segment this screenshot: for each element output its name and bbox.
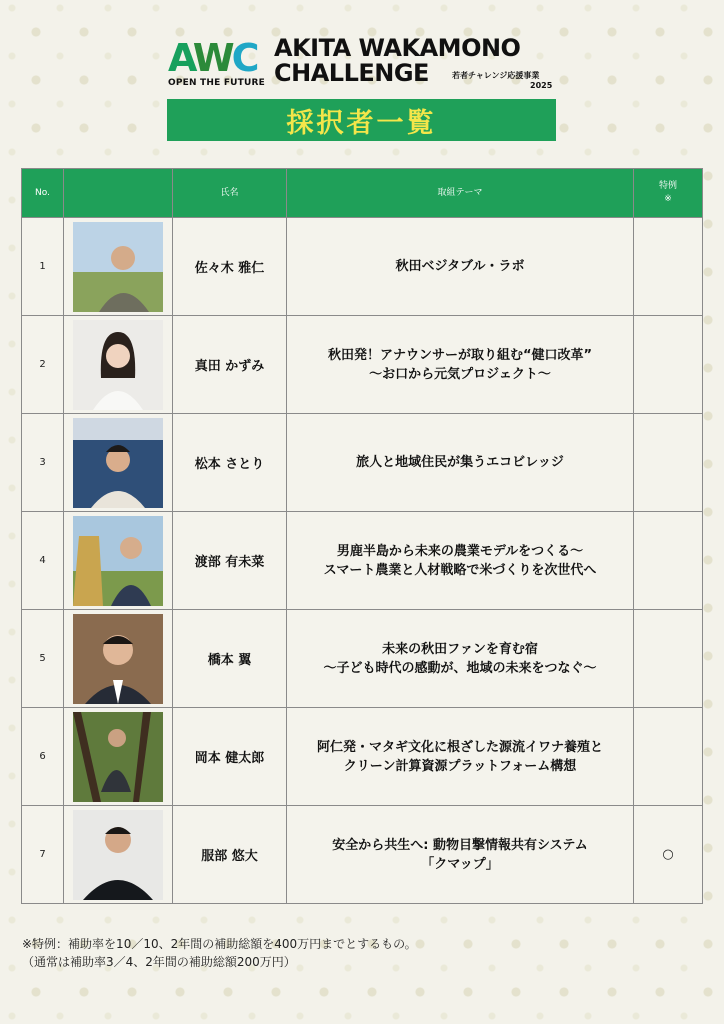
- tokurei-mark: [634, 414, 703, 512]
- photo-cell: [64, 414, 173, 512]
- photo-cell: [64, 708, 173, 806]
- row-no: 2: [22, 316, 64, 414]
- project-theme: [287, 218, 634, 316]
- theme-line: 旅人と地域住民が集うエコビレッジ: [356, 455, 564, 470]
- table-row: [22, 610, 703, 708]
- person-name: 渡部 有未菜: [173, 512, 287, 610]
- project-theme: [287, 708, 634, 806]
- table-row: [22, 512, 703, 610]
- person-photo: [73, 222, 163, 312]
- photo-cell: [64, 610, 173, 708]
- photo-cell: [64, 806, 173, 904]
- row-no: 6: [22, 708, 64, 806]
- theme-line: 秋田ベジタブル・ラボ: [395, 259, 525, 274]
- footnote-line-1: ※特例：補助率を10／10、2年間の補助総額を400万円までとするもの。: [22, 937, 417, 951]
- person-name: 橋本 翼: [173, 610, 287, 708]
- row-no: 3: [22, 414, 64, 512]
- theme-line: 秋田発！アナウンサーが取り組む“健口改革”: [327, 347, 593, 363]
- person-name: 松本 さとり: [173, 414, 287, 512]
- theme-line: ～子ども時代の感動が、地域の未来をつなぐ～: [323, 660, 597, 676]
- logo-letter-w: W: [192, 36, 232, 80]
- page-title: 採択者一覧: [286, 107, 437, 139]
- table-row: [22, 316, 703, 414]
- theme-line: 男鹿半島から未来の農業モデルをつくる～: [336, 543, 584, 559]
- tokurei-mark: [634, 512, 703, 610]
- project-theme: [287, 512, 634, 610]
- tokurei-mark: [634, 218, 703, 316]
- table-header-row: [22, 169, 703, 218]
- theme-line: スマート農業と人材戦略で米づくりを次世代へ: [323, 562, 597, 578]
- logo-tagline: OPEN THE FUTURE: [168, 78, 265, 88]
- theme-line: 未来の秋田ファンを育む宿: [382, 641, 538, 657]
- person-photo: [73, 516, 163, 606]
- theme-line: 阿仁発・マタギ文化に根ざした源流イワナ養殖と: [316, 739, 603, 755]
- footnote-line-2: （通常は補助率3／4、2年間の補助総額200万円）: [22, 955, 296, 969]
- person-name: 佐々木 雅仁: [173, 218, 287, 316]
- subtitle: 若者チャレンジ応援事業: [452, 71, 540, 80]
- logo-letters: [168, 38, 257, 78]
- title-line-2: CHALLENGE: [274, 59, 429, 87]
- header-name: 氏名: [173, 169, 287, 218]
- photo-cell: [64, 512, 173, 610]
- table-row: [22, 218, 703, 316]
- person-photo: [73, 614, 163, 704]
- title-line-1: AKITA WAKAMONO: [274, 34, 521, 62]
- person-photo: [73, 418, 163, 508]
- row-no: 4: [22, 512, 64, 610]
- header-photo: [64, 169, 173, 218]
- photo-cell: [64, 316, 173, 414]
- table-row: [22, 708, 703, 806]
- header-tokurei-mark: ※: [664, 194, 672, 204]
- header-tokurei: [634, 169, 703, 218]
- project-theme: [287, 414, 634, 512]
- theme-line: 「クマップ」: [421, 856, 499, 872]
- person-photo: [73, 320, 163, 410]
- project-theme: [287, 806, 634, 904]
- awc-logo: [168, 36, 265, 94]
- tokurei-mark: ○: [634, 806, 703, 904]
- header-theme: 取組テーマ: [287, 169, 634, 218]
- photo-cell: [64, 218, 173, 316]
- person-name: 真田 かずみ: [173, 316, 287, 414]
- logo-letter-c: C: [231, 36, 257, 80]
- person-name: 服部 悠大: [173, 806, 287, 904]
- logo-letter-a: A: [168, 36, 193, 80]
- table-row: [22, 806, 703, 904]
- awardee-table: [21, 168, 703, 904]
- row-no: 7: [22, 806, 64, 904]
- person-photo: [73, 712, 163, 802]
- tokurei-mark: [634, 610, 703, 708]
- row-no: 1: [22, 218, 64, 316]
- tokurei-mark: [634, 708, 703, 806]
- project-theme: [287, 610, 634, 708]
- page-title-banner: [167, 99, 556, 141]
- person-name: 岡本 健太郎: [173, 708, 287, 806]
- year: 2025: [530, 81, 553, 90]
- footnote: [22, 935, 417, 971]
- theme-line: ～お口から元気プロジェクト～: [369, 366, 551, 382]
- table-row: [22, 414, 703, 512]
- project-theme: [287, 316, 634, 414]
- row-no: 5: [22, 610, 64, 708]
- person-photo: [73, 810, 163, 900]
- theme-line: クリーン計算資源プラットフォーム構想: [343, 758, 577, 774]
- header: [0, 30, 724, 92]
- header-tokurei-label: 特例: [658, 181, 677, 191]
- tokurei-mark: [634, 316, 703, 414]
- theme-line: 安全から共生へ: 動物目撃情報共有システム: [332, 837, 588, 853]
- header-no: No.: [22, 169, 64, 218]
